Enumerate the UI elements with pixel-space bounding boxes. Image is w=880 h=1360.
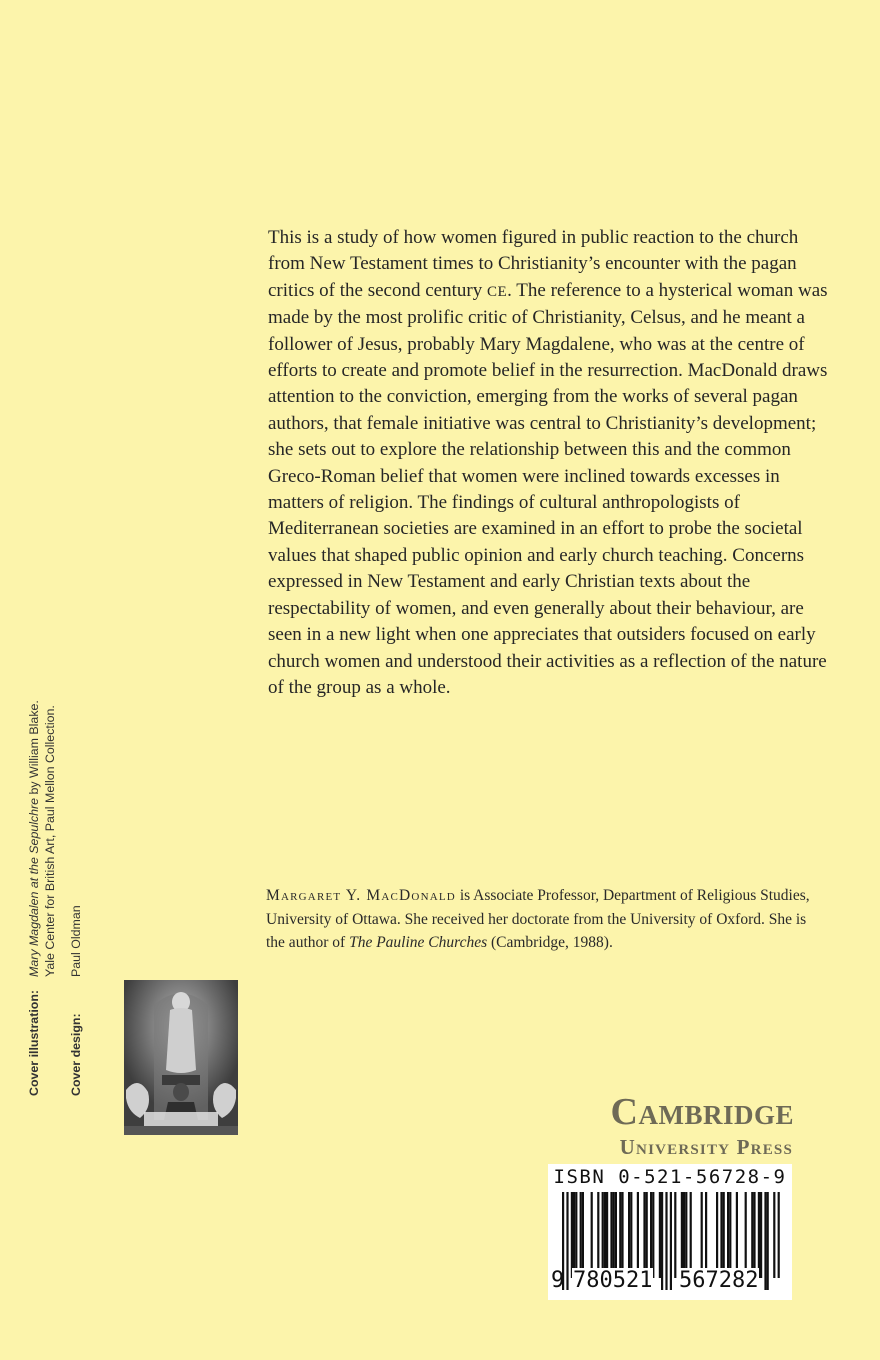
barcode-bar [650,1192,652,1278]
barcode-bar [751,1192,753,1278]
barcode-bar [637,1192,639,1278]
barcode-bar [661,1192,663,1290]
barcode-bar [723,1192,725,1278]
description-part-2: . The reference to a hysterical woman was made by the most prolific critic of Christianity, Celsus, and he meant a follower of Jesus, probably Mary Magdalene, who was at the centre of efforts to create and promote belief in the resurrection. MacDonald draws attention to the conviction, emerging from the works of several pagan authors, that female initiative was central to Christianity’s development; she sets out to explore the relationship between this and the common Greco-Roman belief that women were inclined towards excesses in matters of religion. The findings of cultural anthropologists of Mediterranean societies are examined in an effort to probe the societal values that shaped public opinion and early church teaching. Concerns expressed in New Testament and early Christian texts about the respectability of women, and even generally about their behaviour, are seen in a new light when one appreciates that outsiders focused on early church women and understood their activities as a reflection of the nature of the group as a whole. [268,279,828,698]
barcode-bar [736,1192,738,1278]
barcode-bar [582,1192,584,1278]
barcode-bar [615,1192,617,1278]
barcode-bar [727,1192,729,1278]
barcode-bar [705,1192,707,1278]
barcode-bar [685,1192,687,1278]
barcode-bar [643,1192,645,1278]
barcode-bar [778,1192,780,1278]
author-name: Margaret Y. MacDonald [266,887,456,904]
era-abbreviation: CE [486,283,508,300]
barcode-bar [760,1192,762,1278]
barcode-bar [767,1192,769,1290]
barcode-bar [597,1192,599,1278]
publisher-division: University Press [619,1135,793,1159]
barcode-bar [716,1192,718,1278]
barcode-bar [628,1192,630,1278]
barcode-bar [591,1192,593,1278]
barcode-bar [720,1192,722,1278]
cover-credits [26,676,100,1096]
cover-illustration-thumbnail [124,980,238,1135]
barcode-bar [646,1192,648,1278]
barcode-bar [773,1192,775,1278]
book-description [268,225,828,701]
barcode-bar [604,1192,606,1278]
barcode-bar [580,1192,582,1278]
cover-design-credit [68,905,84,1096]
cover-illustration-label: Cover illustration: [27,989,41,1096]
description-part-1: This is a study of how women figured in public reaction to the church from New Testament times to Christianity’s encounter with the pagan critics of the second century [268,227,799,301]
barcode-bar [619,1192,621,1278]
cover-design-label: Cover design: [69,1013,83,1096]
barcode-bar [606,1192,608,1278]
barcode-bar [753,1192,755,1278]
publisher-name: Cambridge [610,1091,794,1133]
barcode-bar [729,1192,731,1278]
barcode-bar [690,1192,692,1278]
barcode-bar [681,1192,683,1278]
barcode-bar [683,1192,685,1278]
barcode-bar [745,1192,747,1278]
barcode-bar [610,1192,612,1278]
barcode-bar [573,1192,575,1278]
illustration-title: Mary Magdalen at the Sepulchre [27,797,41,977]
barcode-bar [758,1192,760,1278]
barcode-bar [652,1192,654,1278]
barcode-bar [566,1192,568,1290]
barcode [548,1164,792,1300]
illustration-image [124,980,238,1135]
ean-right-group: 567282 [679,1268,759,1293]
publisher-logo [520,1090,820,1160]
barcode-bar [670,1192,672,1290]
barcode-bar [659,1192,661,1278]
cover-design-value: Paul Oldman [69,905,83,977]
barcode-bar [621,1192,623,1278]
illustration-artist: by William Blake. [27,700,41,798]
author-bio-text: is Associate Professor, Department of Religious Studies, University of Ottawa. She received her doctorate from the University of Oxford. She is the author of [266,887,810,951]
barcode-bar [764,1192,766,1290]
ean-left-group: 780521 [573,1268,653,1293]
barcode-bar [575,1192,577,1278]
barcode-bar [613,1192,615,1278]
previous-book-title: The Pauline Churches [349,934,488,951]
barcode-bar [602,1192,604,1278]
author-bio [266,884,826,955]
barcode-bar [701,1192,703,1278]
cover-illustration-credit [26,700,42,1096]
barcode-bar [630,1192,632,1278]
isbn-number: ISBN 0-521-56728-9 [553,1166,787,1188]
barcode-bar [665,1192,667,1290]
barcode-bar [674,1192,676,1278]
illustration-source: Yale Center for British Art, Paul Mellon Collection. [43,705,57,977]
previous-book-year: (Cambridge, 1988). [487,934,613,951]
cover-illustration-value [26,700,42,977]
ean-first-digit: 9 [551,1268,565,1293]
barcode-bar [571,1192,573,1278]
